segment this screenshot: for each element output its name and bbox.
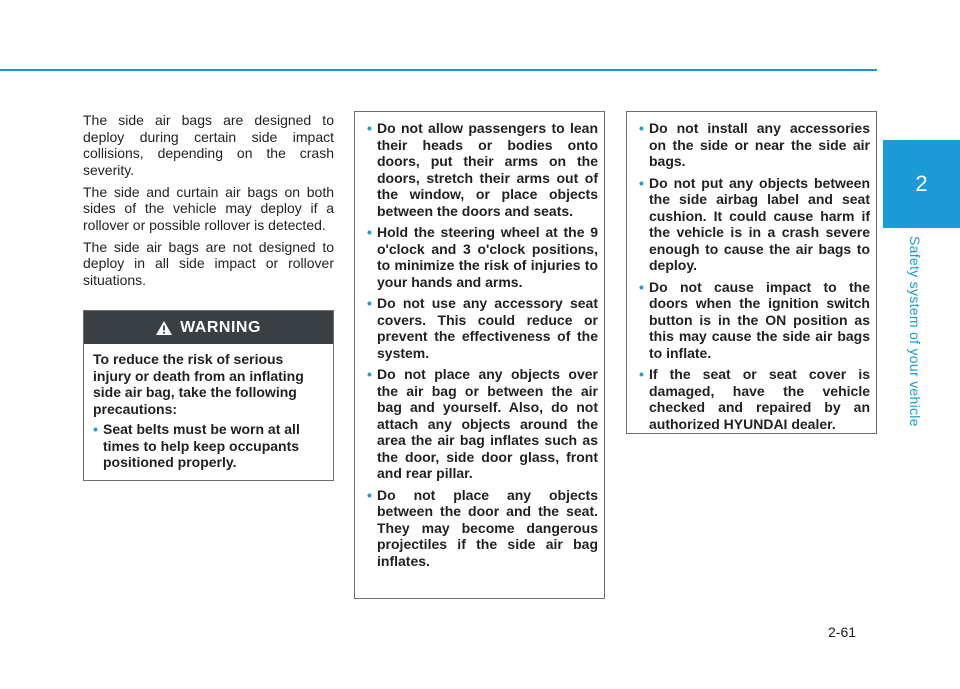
- list-item: • If the seat or seat cover is damaged, have the vehicle checked and repaired by an authorized HYUNDAI dealer.: [639, 366, 870, 432]
- warning-box: [83, 310, 334, 481]
- list-item: • Seat belts must be worn at all times to help keep occupants positioned properly.: [93, 421, 324, 471]
- warning-title: WARNING: [180, 318, 261, 336]
- paragraph: The side air bags are designed to deploy during certain side impact collisions, depending on the crash severity.: [83, 112, 334, 178]
- list-item: • Do not put any objects between the side airbag label and seat cushion. It could cause harm if the vehicle is in a crash severe enough to cause the air bags to deploy.: [639, 175, 870, 274]
- list-item: • Do not install any accessories on the side or near the side air bags.: [639, 120, 870, 170]
- chapter-title: Safety system of your vehicle: [907, 236, 923, 427]
- middle-precautions-box: [354, 111, 605, 599]
- right-precautions-box: [626, 111, 877, 434]
- list-item: • Do not cause impact to the doors when the ignition switch button is in the ON position as this may cause the side air bags to inflate.: [639, 279, 870, 362]
- list-item: • Do not place any objects over the air bag or between the air bag and yourself. Also, do not attach any objects around the area the air bag inflates such as the door, side door glass, front and rear pillar.: [367, 366, 598, 482]
- warning-body: [84, 344, 333, 471]
- right-bullet-list: [639, 120, 870, 432]
- warning-bullet-list: [93, 421, 324, 471]
- list-item: • Do not use any accessory seat covers. This could reduce or prevent the effectiveness of the system.: [367, 295, 598, 361]
- middle-bullet-list: [367, 120, 598, 569]
- paragraph: The side and curtain air bags on both sides of the vehicle may deploy if a rollover or possible rollover is detected.: [83, 183, 334, 233]
- list-item: • Hold the steering wheel at the 9 o'clock and 3 o'clock positions, to minimize the risk of injuries to your hands and arms.: [367, 224, 598, 290]
- warning-header: [84, 311, 333, 344]
- chapter-tab: [883, 140, 960, 228]
- list-item: • Do not allow passengers to lean their heads or bodies onto doors, put their arms on the doors, stretch their arms out of the window, or place objects between the doors and seats.: [367, 120, 598, 219]
- paragraph: The side air bags are not designed to deploy in all side impact or rollover situations.: [83, 238, 334, 288]
- header-rule: [0, 69, 877, 71]
- list-item: • Do not place any objects between the door and the seat. They may become dangerous projectiles if the side air bag inflates.: [367, 487, 598, 570]
- warning-intro: To reduce the risk of serious injury or death from an inflating side air bag, take the following precautions:: [93, 351, 304, 417]
- chapter-number: 2: [915, 171, 928, 196]
- warning-triangle-icon: [156, 321, 172, 335]
- page-number: 2-61: [828, 624, 857, 640]
- left-column-text: [83, 112, 334, 294]
